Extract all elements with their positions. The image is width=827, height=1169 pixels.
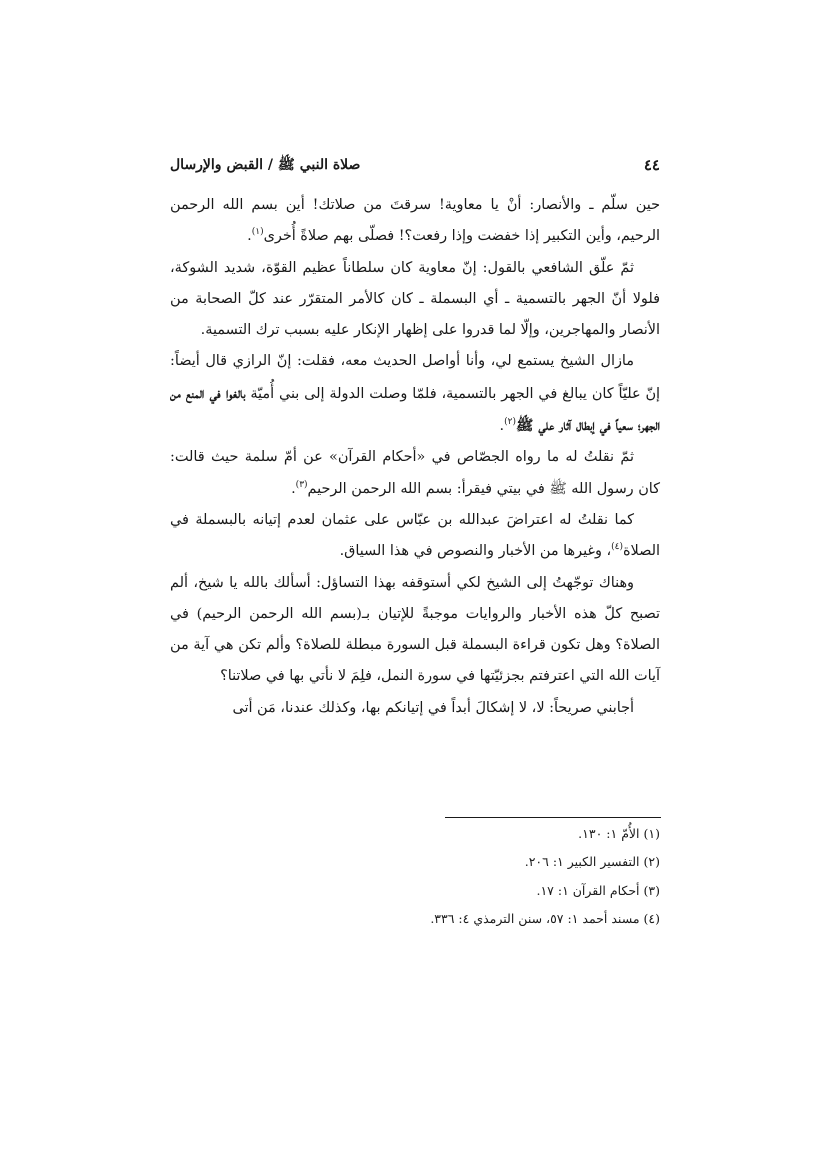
paragraph-3 [170,346,660,442]
footnote-divider [445,817,661,818]
footnote-ref-3: (٣) [295,479,308,490]
footnote-ref-2: (٢) [504,417,516,428]
paragraph-5-text: كما نقلتُ له اعتراضَ عبدالله بن عبّاس على عثمان لعدم إتيانه بالبسملة في الصلاة [170,511,660,560]
paragraph-4 [170,442,660,505]
paragraph-4-end: . [291,480,296,497]
paragraph-5-end: ، وغيرها من الأخبار والنصوص في هذا السياق. [339,543,612,560]
footnote-3: (٣) أحكام القرآن ١: ١٧. [536,882,660,898]
footnote-1: (١) الأُمّ ١: ١٣٠. [578,826,660,841]
paragraph-4-text: ثمّ نقلتُ له ما رواه الجصّاص في «أحكام القرآن» عن أمّ سلمة حيث قالت: كان رسول الله ﷺ في بيتي فيقرأ: بسم الله الرحمن الرحيم [170,449,660,497]
footnote-4: (٤) مسند أحمد ١: ٥٧، سنن الترمذي ٤: ٣٣٦. [430,910,660,926]
main-text [170,190,660,724]
paragraph-3-bold-text: بالغوا في المنع من الجهر؛ سعياً في إبطال آثار علي ﷺ [170,384,660,435]
paragraph-1-text: حين سلّم ـ والأنصار: أنْ يا معاوية! سرقتَ من صلاتك! أين بسم الله الرحمن الرحيم، وأين التكبير إذا خفضت وإذا رفعت؟! فصلّى بهم صلاةً أُخرى [170,197,660,245]
paragraph-3-end: . [499,418,505,435]
running-title: صلاة النبي ﷺ / القبض والإرسال [170,157,361,173]
footnotes [170,820,660,933]
paragraph-7: أجابني صريحاً: لا، لا إشكالَ أبداً في إتيانكم بها، وكذلك عندنا، مَن أتى [232,699,634,716]
paragraph-6: وهناك توجّهتُ إلى الشيخ لكي أستوقفه بهذا التساؤل: أسألك بالله يا شيخ، ألم تصبح كلّ هذه الأخبار والروايات موجبةً للإتيان بـ(بسم الله الرحمن الرحيم) في الصلاة؟ وهل تكون قراءة البسملة قبل السورة مبطلة للصلاة؟ وألم تكن هي آية من آيات الله التي اعترفتم بجزئيّتها في سورة النمل، فلِمَ لا نأتي بها في صلاتنا؟ [170,574,660,685]
paragraph-2: ثمّ علّق الشافعي بالقول: إنّ معاوية كان سلطاناً عظيم القوّة، شديد الشوكة، فلولا أنّ الجهر بالتسمية ـ أي البسملة ـ كان كالأمر المتقرّر عند كلّ الصحابة من الأنصار والمهاجرين، وإلّا لما قدروا على إظهار الإنكار عليه بسبب ترك التسمية. [170,259,660,339]
paragraph-1-end: . [247,228,252,245]
page-header [170,156,660,182]
footnote-2: (٢) التفسير الكبير ١: ٢٠٦. [524,854,660,870]
paragraph-3-text: مازال الشيخ يستمع لي، وأنا أواصل الحديث معه، فقلت: إنّ الرازي قال أيضاً: إنّ عليّاً كان يبالغ في الجهر بالتسمية، فلمّا وصلت الدولة إلى بني أُميّة [170,353,661,402]
paragraph-5 [170,505,660,568]
footnote-ref-1: (١) [251,227,264,238]
footnote-ref-4: (٤) [611,542,623,553]
page-number: ٤٤ [643,156,660,174]
paragraph-1 [170,190,660,253]
